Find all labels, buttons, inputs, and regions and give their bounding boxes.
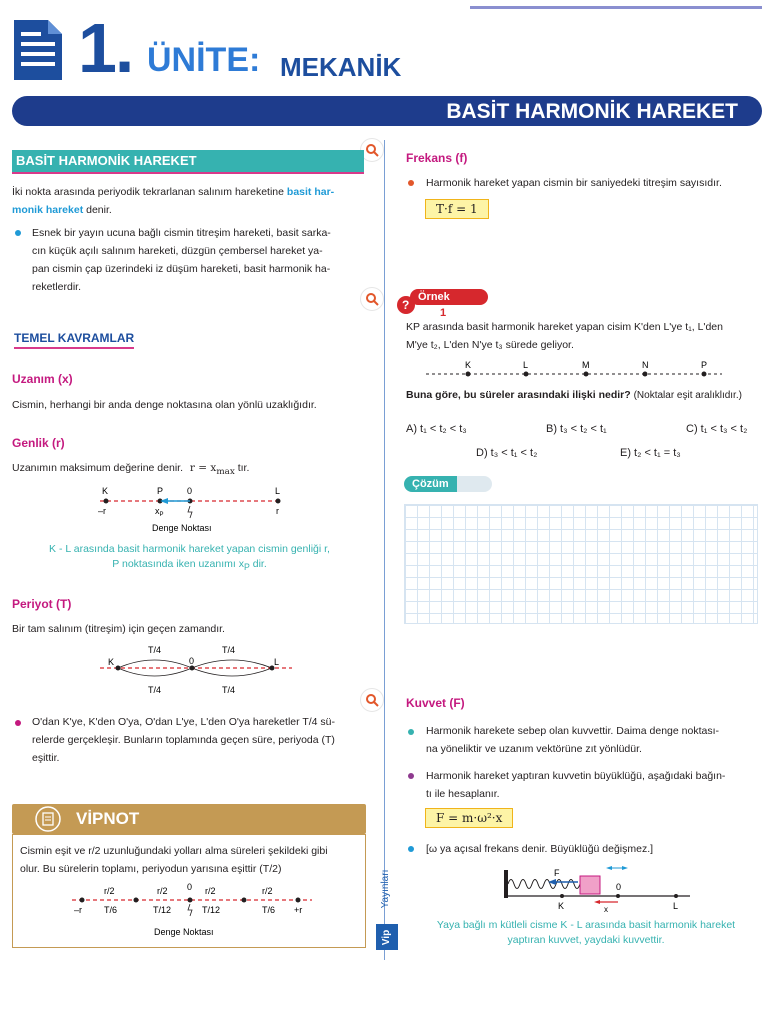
point-l-label: L [275, 486, 281, 496]
xp-label: $x_P$ [155, 506, 164, 518]
bullet-dot [408, 180, 414, 186]
point-m-label: M [582, 360, 590, 370]
option-c[interactable]: C) t₁ < t₃ < t₂ [686, 423, 748, 435]
point-l-label: L [523, 360, 529, 370]
t6-label: T/6 [262, 905, 276, 915]
frekans-text: Harmonik hareket yapan cismin bir saniyedeki titreşim sayısıdır. [426, 177, 722, 189]
vipnot-header [12, 804, 366, 834]
periyot-diagram [96, 642, 296, 698]
column-divider [384, 140, 385, 960]
frekans-title: Frekans (f) [406, 151, 468, 165]
spring-diagram [500, 862, 700, 912]
text-line: reketlerdir. [32, 281, 82, 293]
unit-number: 1. [78, 9, 133, 87]
periyot-bullet: O'dan K'ye, K'den O'ya, O'dan L'ye, L'den O'ya hareketler T/4 sü- relerde gerçekleşir. Bunların toplamında geçen süre, periyoda (T) eşittir. [32, 716, 336, 764]
svg-text:?: ? [402, 298, 410, 312]
bullet-dot [15, 720, 21, 726]
genlik-diagram [80, 484, 310, 538]
solution-badge: Çözüm [404, 476, 492, 492]
t6-label: T/6 [104, 905, 118, 915]
denge-label: Denge Noktası [152, 523, 212, 533]
example-number: 1 [432, 305, 454, 321]
text-line: Esnek bir yayın ucuna bağlı cismin titreşim hareketi, basit sarka- [32, 227, 331, 239]
bullet-dot [408, 729, 414, 735]
r2-label: r/2 [104, 886, 115, 896]
bullet-dot [408, 846, 414, 852]
shm-examples [32, 224, 372, 296]
r2-label: r/2 [262, 886, 273, 896]
kuvvet-text-3: [ω ya açısal frekans denir. Büyüklüğü değişmez.] [426, 843, 654, 855]
vipnot-title: VİPNOT [76, 809, 140, 828]
t4-label: T/4 [148, 645, 162, 655]
t12-label: T/12 [153, 905, 172, 915]
kuvvet-formula: F = m·ω²·x [425, 808, 513, 828]
genlik-caption: K - L arasında basit harmonik hareket yapan cismin genliği r, P noktasında iken uzanımı $x_P$ dir. [49, 543, 330, 573]
point-k-label: K [465, 360, 472, 370]
genlik-title: Genlik (r) [12, 436, 65, 450]
bullet-dot [408, 773, 414, 779]
genlik-formula: $r = x_{max}$ [189, 462, 235, 478]
point-k-label: K [102, 486, 109, 496]
periyot-text: Bir tam salınım (titreşim) için geçen zamandır. [12, 623, 225, 635]
t4-label: T/4 [222, 685, 236, 695]
periyot-title: Periyot (T) [12, 597, 72, 611]
example-badge: Örnek 1 [410, 289, 488, 305]
intro-text: denir. [86, 204, 112, 216]
publisher-brand [376, 860, 398, 950]
text-line: cın küçük açılı salınım hareketi, düzgün çembersel hareket ya- [32, 245, 323, 257]
neg-r-label: –r [74, 905, 83, 915]
unit-subject: MEKANİK [280, 52, 402, 82]
point-k-label: K [108, 657, 115, 667]
option-d[interactable]: D) t₃ < t₁ < t₂ [476, 447, 538, 459]
neg-r-label: –r [98, 506, 107, 516]
point-p-label: P [157, 486, 164, 496]
x-label: x [604, 905, 608, 912]
intro-paragraph [12, 183, 367, 219]
r2-label: r/2 [157, 886, 168, 896]
document-icon [12, 18, 64, 82]
r2-label: r/2 [205, 886, 216, 896]
option-a[interactable]: A) t₁ < t₂ < t₃ [406, 423, 467, 435]
t4-label: T/4 [222, 645, 236, 655]
option-e[interactable]: E) t₂ < t₁ = t₃ [620, 447, 681, 459]
top-rule [470, 6, 762, 9]
point-k-label: K [558, 901, 565, 911]
solution-grid[interactable] [404, 504, 758, 624]
denge-label: Denge Noktası [154, 927, 214, 937]
genlik-text: Uzanımın maksimum değerine denir. $r = x_{max}$ tır. [12, 462, 250, 478]
r-label: r [276, 506, 279, 516]
text-line: pan cismin çap üzerindeki iz düşüm hareketi, basit harmonik ha- [32, 263, 331, 275]
section-underline [12, 172, 364, 174]
point-o-label: 0 [187, 882, 193, 892]
points-diagram [426, 358, 726, 382]
point-o-label: 0 [189, 656, 195, 666]
point-l-label: L [673, 901, 679, 911]
publisher-name: Yayınları [380, 869, 391, 909]
pos-r-label: +r [294, 905, 303, 915]
uzanim-text: Cismin, herhangi bir anda denge noktasına olan yönlü uzaklığıdır. [12, 399, 317, 411]
point-n-label: N [642, 360, 649, 370]
kuvvet-text-1: Harmonik harekete sebep olan kuvvettir. Daima denge noktası- na yöneliktir ve uzanım vektörüne zıt yönlüdür. [426, 725, 719, 755]
note-icon [34, 806, 62, 832]
kuvvet-text-2: Harmonik hareket yaptıran kuvvetin büyüklüğü, aşağıdaki bağın- tı ile hesaplanır. [426, 770, 726, 800]
unit-word: ÜNİTE: [147, 41, 261, 79]
vipnot-text: Cismin eşit ve r/2 uzunluğundaki yolları alma süreleri şekildeki gibi olur. Bu sürelerin toplamı, periyodun yarısına eşittir (T/2) [20, 845, 328, 875]
bullet-dot [15, 230, 21, 236]
frekans-formula: T·f = 1 [425, 199, 489, 219]
option-b[interactable]: B) t₃ < t₂ < t₁ [546, 423, 607, 435]
spring-caption: Yaya bağlı m kütleli cisme K - L arasında basit harmonik hareket yaptıran kuvvet, yaydaki kuvvettir. [436, 919, 736, 946]
publisher-logo: Vip [376, 924, 398, 950]
intro-text: İki nokta arasında periyodik tekrarlanan salınım hareketine [12, 186, 284, 198]
section-title: BASİT HARMONİK HAREKET [16, 153, 197, 168]
point-p-label: P [701, 360, 708, 370]
vipnot-diagram [62, 880, 318, 942]
intro-highlight: monik hareket [12, 204, 84, 216]
point-o-label: 0 [616, 882, 622, 892]
banner-title: BASİT HARMONİK HAREKET [446, 100, 738, 123]
intro-highlight: basit har- [286, 186, 335, 198]
example-text: KP arasında basit harmonik hareket yapan cisim K'den L'ye t₁, L'den M'ye t₂, L'den N'ye t₃ sürede geliyor. [406, 321, 723, 351]
question: Buna göre, bu süreler arasındaki ilişki nedir? (Noktalar eşit aralıklıdır.) [406, 389, 742, 401]
kuvvet-title: Kuvvet (F) [406, 696, 465, 710]
point-o-label: 0 [187, 486, 193, 496]
force-label: F [554, 868, 560, 878]
concepts-title: TEMEL KAVRAMLAR [14, 331, 134, 345]
uzanim-title: Uzanım (x) [12, 372, 73, 386]
magnifier-icon[interactable] [360, 688, 384, 712]
t12-label: T/12 [202, 905, 221, 915]
point-l-label: L [274, 657, 280, 667]
t4-label: T/4 [148, 685, 162, 695]
